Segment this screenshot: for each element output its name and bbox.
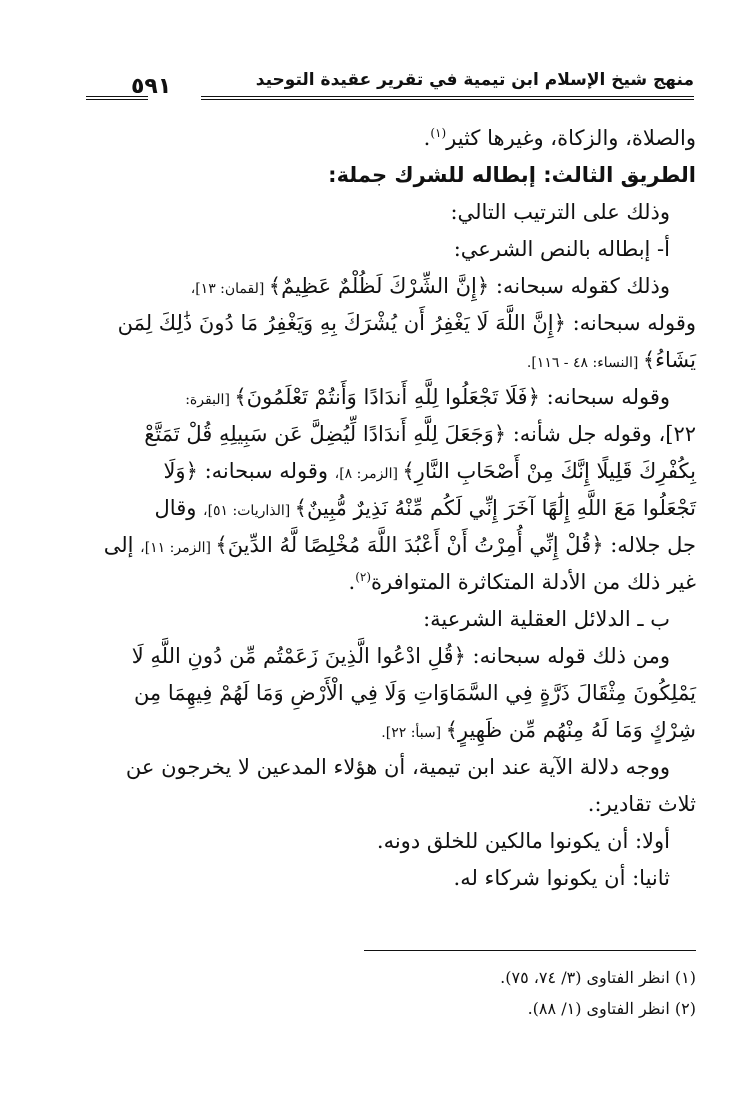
text: ومن ذلك قوله سبحانه: [465,644,670,668]
quran-verse: ﴿إِنَّ الشِّرْكَ لَظُلْمٌ عَظِيمٌ﴾ [268,274,490,298]
quran-verse: ﴿فَلَا تَجْعَلُوا لِلَّهِ أَندَادًا وَأَنتُمْ تَعْلَمُونَ﴾ [234,385,540,409]
page-number-rule [86,96,148,100]
text-line: وذلك على الترتيب التالي: [450,200,670,224]
page-number: ٥٩١ [131,74,172,99]
text-line [78,379,696,416]
text: وقوله سبحانه: [539,385,670,409]
quran-verse: يَشَاءُ﴾ [642,348,696,372]
footnotes [78,962,696,1024]
header-rule [201,96,694,100]
text: والصلاة، والزكاة، وغيرها كثير [446,126,696,150]
text-line [78,453,696,490]
text-line [78,638,696,675]
footnote: (٢) انظر الفتاوى (١/ ٨٨). [527,999,696,1018]
quran-verse: ﴿إِنَّ اللَّهَ لَا يَغْفِرُ أَن يُشْرَكَ بِهِ وَيَغْفِرُ مَا دُونَ ذَٰلِكَ لِمَن [117,311,566,335]
page-header [86,70,694,104]
quran-verse: ﴿وَلَا [163,459,198,483]
text-line [78,120,696,157]
text-line [78,564,696,601]
verse-reference: [البقرة: [185,392,235,408]
verse-reference: [سبأ: ٢٢]. [381,725,446,741]
text-line [78,675,696,712]
subheading: أ- إبطاله بالنص الشرعي: [453,237,670,261]
verse-reference: [الذاريات: ٥١]، [203,503,295,519]
footnote: (١) انظر الفتاوى (٣/ ٧٤، ٧٥). [500,968,696,987]
text-line: ثانيا: أن يكونوا شركاء له. [453,866,670,890]
verse-reference: [لقمان: ١٣]، [190,281,269,297]
text-line [78,416,696,453]
quran-verse: يَمْلِكُونَ مِثْقَالَ ذَرَّةٍ فِي السَّمَاوَاتِ وَلَا فِي الْأَرْضِ وَمَا لَهُمْ فِيهِمَا مِن [133,681,696,705]
text-line: أولا: أن يكونوا مالكين للخلق دونه. [376,829,670,853]
text-line [78,268,696,305]
footnote-ref: (١) [430,126,447,140]
text-line [78,305,696,342]
quran-verse: ﴿قُلِ ادْعُوا الَّذِينَ زَعَمْتُم مِّن دُونِ اللَّهِ لَا [131,644,466,668]
quran-verse: ﴿قُلْ إِنِّي أُمِرْتُ أَنْ أَعْبُدَ اللَّهَ مُخْلِصًا لَّهُ الدِّينَ﴾ [215,533,604,557]
text: وقوله سبحانه: [197,459,335,483]
running-title: منهج شيخ الإسلام ابن تيمية في تقرير عقيدة التوحيد [255,70,694,90]
main-text [78,120,696,897]
text: وذلك كقوله سبحانه: [489,274,670,298]
section-heading: الطريق الثالث: إبطاله للشرك جملة: [328,163,696,187]
text-line [78,712,696,749]
quran-verse: تَجْعَلُوا مَعَ اللَّهِ إِلَٰهًا آخَرَ إِنِّي لَكُم مِّنْهُ نَذِيرٌ مُّبِينٌ﴾ [294,496,696,520]
text: جل جلاله: [603,533,696,557]
text-line [78,527,696,564]
punctuation: . [348,570,356,594]
quran-verse: بِكُفْرِكَ قَلِيلًا إِنَّكَ مِنْ أَصْحَابِ النَّارِ﴾ [402,459,696,483]
text: إلى [103,533,141,557]
text: ٢٢]، وقوله جل شأنه: [506,422,696,446]
quran-verse: شِرْكٍ وَمَا لَهُ مِنْهُم مِّن ظَهِيرٍ﴾ [445,718,696,742]
subheading: ب ـ الدلائل العقلية الشرعية: [423,607,670,631]
text-line: ووجه دلالة الآية عند ابن تيمية، أن هؤلاء المدعين لا يخرجون عن [125,755,670,779]
punctuation: . [423,126,431,150]
footnote-ref: (٢) [355,570,372,584]
text: غير ذلك من الأدلة المتكاثرة المتوافرة [371,570,696,594]
footnote-separator [364,950,696,951]
quran-verse: ﴿وَجَعَلَ لِلَّهِ أَندَادًا لِّيُضِلَّ عَن سَبِيلِهِ قُلْ تَمَتَّعْ [144,422,507,446]
verse-reference: [الزمر: ١١]، [140,540,216,556]
text-line [78,342,696,379]
text: وقوله سبحانه: [565,311,696,335]
text: وقال [154,496,204,520]
verse-reference: [الزمر: ٨]، [334,466,403,482]
text-line [78,490,696,527]
text-line: ثلاث تقادير:. [587,792,696,816]
verse-reference: [النساء: ٤٨ - ١١٦]. [526,355,643,371]
